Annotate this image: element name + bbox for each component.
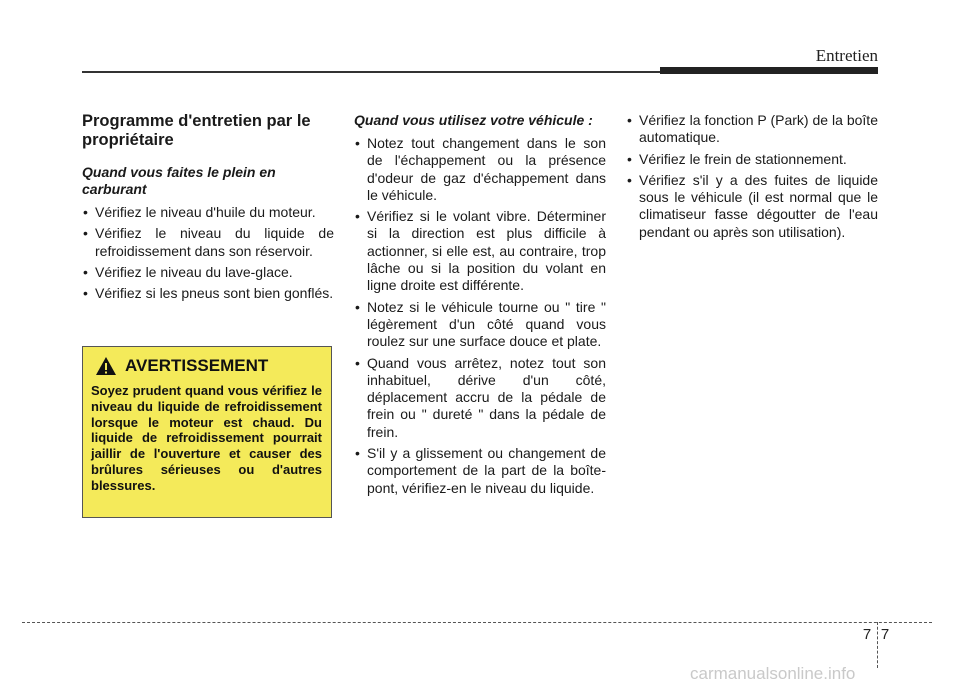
- list-item-text: Vérifiez le niveau d'huile du moteur.: [95, 204, 316, 220]
- additional-checklist: [626, 112, 878, 241]
- warning-header: [95, 356, 268, 376]
- list-item-text: Vérifiez la fonction P (Park) de la boîte automatique.: [639, 112, 878, 146]
- list-item: [82, 285, 334, 302]
- bullet-dot: •: [83, 285, 88, 302]
- subheading-refuel: Quand vous faites le plein en carburant: [82, 164, 276, 197]
- header-rule-accent: [660, 67, 878, 74]
- watermark: carmanualsonline.info: [690, 664, 856, 683]
- list-item-text: Vérifiez le frein de stationnement.: [639, 150, 847, 167]
- list-item: [82, 264, 334, 281]
- warning-text: Soyez prudent quand vous vérifiez le niveau du liquide de refroidissement lorsque le moteur est chaud. Du liquide de refroidissement pourrait jaillir de l'ouverture et causer des brûlures sérieuses ou d'autres blessures.: [91, 383, 322, 493]
- section-heading: Programme d'entretien par le propriétaire: [82, 112, 311, 149]
- list-item: [354, 299, 606, 351]
- vehicle-use-checklist: [354, 135, 606, 497]
- footer-rule: [22, 622, 932, 623]
- list-item: [82, 204, 334, 221]
- bullet-dot: •: [355, 208, 360, 225]
- list-item-text: Vérifiez s'il y a des fuites de liquide sous le véhicule (il est normal que le climatiseur fasse dégoutter de l'eau pendant ou après son utilisation).: [639, 171, 878, 240]
- bullet-dot: •: [355, 135, 360, 151]
- list-item-text: Notez si le véhicule tourne ou " tire " légèrement d'un côté quand vous roulez sur une surface douce et plate.: [367, 298, 606, 350]
- bullet-dot: •: [627, 150, 632, 167]
- bullet-dot: •: [83, 225, 88, 242]
- subheading-vehicle-use: Quand vous utilisez votre véhicule :: [354, 112, 593, 128]
- column-vehicle-use: [354, 112, 606, 501]
- list-item-text: Vérifiez si les pneus sont bien gonflés.: [95, 285, 334, 302]
- refuel-checklist: [82, 204, 334, 302]
- bullet-dot: •: [83, 263, 88, 280]
- header-rule: [82, 71, 662, 73]
- warning-triangle-icon: [95, 356, 117, 376]
- list-item: [626, 112, 878, 147]
- list-item: [82, 225, 334, 260]
- bullet-dot: •: [627, 112, 632, 128]
- list-item-text: Quand vous arrêtez, notez tout son inhabituel, dérive d'un côté, déplacement accru de la pédale de frein ou " dureté " dans la pédale de frein.: [367, 354, 606, 440]
- page-number-value: 7: [880, 626, 890, 643]
- bullet-dot: •: [355, 354, 360, 371]
- bullet-dot: •: [627, 171, 632, 188]
- list-item-text: S'il y a glissement ou changement de comportement de la part de la boîte-pont, vérifiez-en le niveau du liquide.: [367, 445, 606, 496]
- list-item: [626, 172, 878, 241]
- list-item: [354, 355, 606, 441]
- chapter-title: Entretien: [815, 46, 878, 65]
- bullet-dot: •: [83, 204, 88, 220]
- list-item: [626, 151, 878, 168]
- column-owner-maintenance: [82, 112, 334, 306]
- list-item-text: Vérifiez le niveau du lave-glace.: [95, 263, 293, 280]
- warning-box: [82, 346, 332, 518]
- column-additional-checks: [626, 112, 878, 245]
- list-item: [354, 135, 606, 204]
- list-item: [354, 208, 606, 294]
- list-item: [354, 445, 606, 497]
- chapter-number: 7: [862, 626, 872, 643]
- list-item-text: Vérifiez le niveau du liquide de refroidissement dans son réservoir.: [95, 225, 334, 259]
- list-item-text: Vérifiez si le volant vibre. Déterminer si la direction est plus difficile à actionner, si elle est, au contraire, trop lâche ou si la position du volant en ligne droite est différente.: [367, 208, 606, 294]
- list-item-text: Notez tout changement dans le son de l'échappement ou la présence d'odeur de gaz d'échappement dans le véhicule.: [367, 135, 606, 203]
- page-number: [858, 626, 894, 643]
- bullet-dot: •: [355, 445, 360, 462]
- bullet-dot: •: [355, 298, 360, 315]
- warning-title: AVERTISSEMENT: [125, 356, 269, 375]
